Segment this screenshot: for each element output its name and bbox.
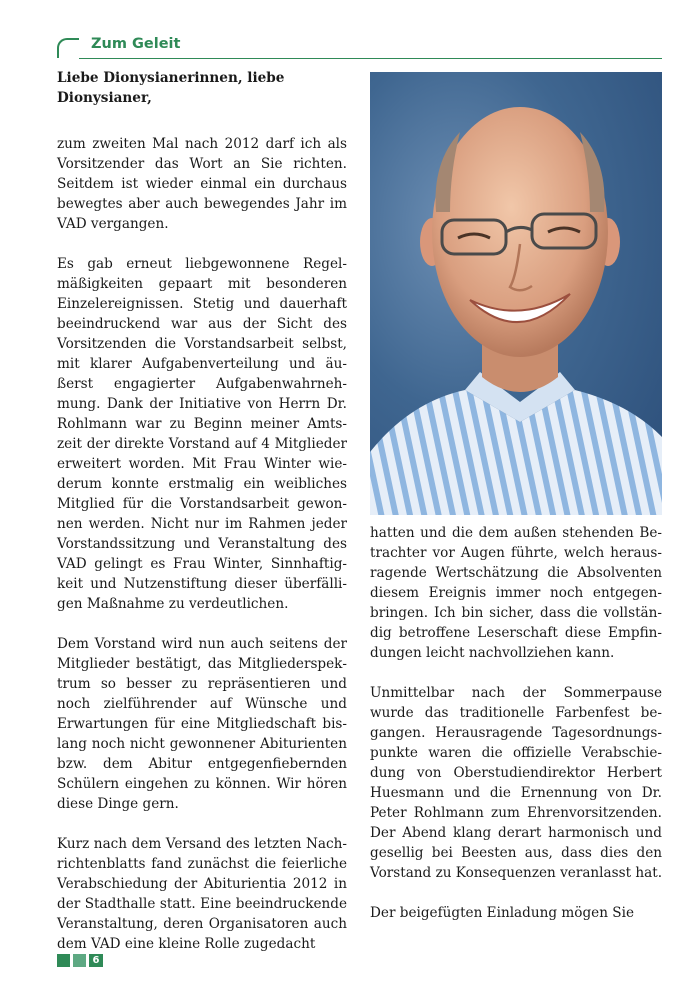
page-number: 6: [89, 954, 103, 967]
header-bracket-decoration: [57, 38, 79, 58]
left-text-column: [57, 68, 347, 954]
header-rule: [79, 58, 662, 59]
author-portrait-photo: [370, 72, 662, 515]
page-footer: [57, 953, 103, 967]
paragraph: hatten und die dem außen stehenden Betrachter vor Augen führte, welch herausragende Wertschätzung die Absolventen diesem Ereignis immer noch entgegenbringen. Ich bin sicher, dass die vollständig betroffene Leserschaft diese Empfindungen leicht nachvollziehen kann.: [370, 525, 662, 661]
paragraph: Der beigefügten Einladung mögen Sie: [370, 905, 634, 921]
section-title: Zum Geleit: [91, 36, 181, 52]
section-header: [57, 36, 662, 60]
footer-square-icon: [73, 954, 86, 967]
paragraph: Unmittelbar nach der Sommerpause wurde das traditionelle Farbenfest begangen. Herausragende Tagesordnungspunkte waren die offizielle Verabschiedung von Oberstudiendirektor Herbert Huesmann und die Ernennung von Dr. Peter Rohlmann zum Ehrenvorsitzenden. Der Abend klang derart harmonisch und gesellig bei Beesten aus, dass dies den Vorstand zu Konsequenzen veranlasst hat.: [370, 685, 663, 881]
right-text-column: [370, 523, 662, 923]
paragraph: zum zweiten Mal nach 2012 darf ich als Vorsitzender das Wort an Sie richten. Seitdem ist wieder einmal ein durchaus bewegtes aber auch bewegendes Jahr im VAD vergangen.: [57, 136, 347, 232]
paragraph: Es gab erneut liebgewonnene Regelmäßigkeiten gepaart mit besonderen Einzelereignissen. Stetig und dauerhaft beeindruckend war aus der Sicht des Vorsitzenden die Vorstandsarbeit selbst, mit klarer Aufgabenverteilung und äußerst engagierter Aufgabenwahrnehmung. Dank der Initiative von Herrn Dr. Rohlmann war zu Beginn meiner Amtszeit der direkte Vorstand auf 4 Mitglieder erweitert worden. Mit Frau Winter wiederum konnte erstmalig ein weibliches Mitglied für die Vorstandsarbeit gewonnen werden. Nicht nur im Rahmen jeder Vorstandssitzung und Veranstaltung des VAD gelingt es Frau Winter, Sinnhaftigkeit und Nutzenstiftung dieser überfälligen Maßnahme zu verdeutlichen.: [57, 256, 347, 612]
portrait-illustration: [370, 72, 662, 515]
footer-square-icon: [57, 954, 70, 967]
paragraph: Kurz nach dem Versand des letzten Nachrichtenblatts fand zunächst die feierliche Verabschiedung der Abiturientia 2012 in der Stadthalle statt. Eine beeindruckende Veranstaltung, deren Organisatoren auch dem VAD eine kleine Rolle zugedacht: [57, 836, 347, 952]
paragraph: Dem Vorstand wird nun auch seitens der Mitglieder bestätigt, das Mitgliederspektrum so besser zu repräsentieren und noch zielführender auf Wünsche und Erwartungen für eine Mitgliedschaft bislang noch nicht gewonnener Abiturienten bzw. dem Abitur entgegenfiebernden Schülern eingehen zu können. Wir hören diese Dinge gern.: [57, 636, 347, 812]
greeting-heading: Liebe Dionysianerinnen, liebe Dionysianer,: [57, 70, 285, 106]
